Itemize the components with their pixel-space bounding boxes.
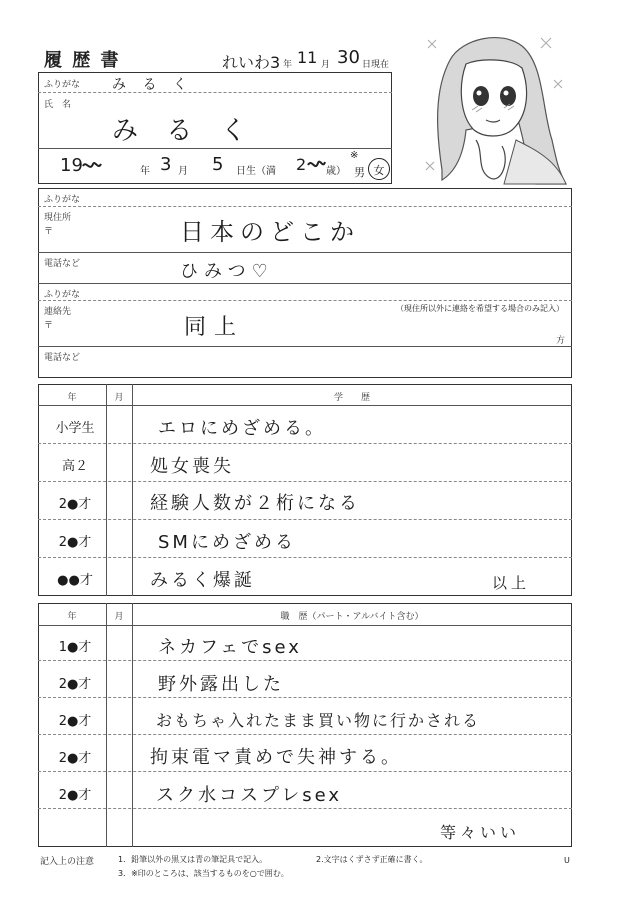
furigana-value: み る く (112, 77, 193, 93)
footer-mark: U (564, 856, 570, 865)
table-row-text: スク水コスプレsex (156, 785, 343, 806)
work-col-month: 月 (114, 612, 124, 622)
table-row-year: 2●才 (58, 677, 92, 692)
table-row-text: SMにめざめる (158, 532, 296, 553)
contact-label: 連絡先 (44, 307, 72, 317)
table-row-text: おもちゃ入れたまま買い物に行かされる (156, 711, 481, 730)
postal-mark: 〒 (44, 227, 54, 237)
furigana-label: ふりがな (44, 80, 81, 90)
date-year-unit: 年 (283, 60, 293, 70)
name-value: み る く (112, 116, 257, 146)
age-scribble (306, 156, 326, 174)
gender-female-circled (368, 158, 390, 180)
phone-label: 電話など (44, 259, 81, 269)
contact-phone-label: 電話など (44, 353, 81, 363)
date-month-unit: 月 (321, 60, 331, 70)
table-row-year: 2●才 (58, 535, 92, 550)
name-label: 氏 名 (44, 100, 72, 110)
date-day: 30 (337, 47, 360, 68)
table-row-year: 高２ (61, 459, 88, 474)
contact-postal-mark: 〒 (44, 321, 54, 331)
table-row-text: 経験人数が２桁になる (150, 493, 360, 514)
scribble-icon (82, 158, 102, 174)
date-month: 11 (297, 48, 318, 67)
education-closing: 以上 (492, 574, 531, 592)
table-row-text: 拘束電マ責めで失神する。 (150, 747, 402, 768)
birth-year-unit: 年 (140, 166, 150, 177)
work-closing: 等々いい (440, 823, 521, 842)
table-row-year: 2●才 (58, 751, 92, 766)
footer-note-3: 3．※印のところは、該当するものを○で囲む。 (118, 869, 289, 878)
table-row-year: ●●才 (57, 573, 93, 588)
birth-month: 3 (160, 154, 172, 175)
table-row-year: 1●才 (58, 640, 92, 655)
current-address-label: 現住所 (44, 213, 72, 223)
table-row-text: 処女喪失 (150, 456, 234, 477)
birth-era: 19 (60, 155, 83, 176)
education-col-title: 学 歴 (333, 393, 370, 403)
photo-area (406, 20, 574, 188)
table-row-year: 2●才 (58, 497, 92, 512)
education-col-year: 年 (67, 393, 77, 403)
table-row-text: みるく爆誕 (150, 570, 255, 591)
gender-male: 男 (354, 166, 365, 179)
date-era-year: れいわ3 (222, 53, 281, 72)
work-col-title: 職 歴（パート・アルバイト含む） (280, 612, 424, 622)
contact-suffix: 方 (556, 336, 566, 346)
education-col-month: 月 (114, 393, 124, 403)
contact-value: 同上 (184, 315, 245, 340)
birth-month-unit: 月 (178, 166, 188, 177)
table-row-text: 野外露出した (158, 674, 284, 695)
contact-furigana-label: ふりがな (44, 290, 81, 300)
gender-female: 女 (373, 164, 385, 177)
scribble-icon (306, 156, 326, 174)
footer-note-1: 1．鉛筆以外の黒又は青の筆記具で記入。 (118, 855, 268, 864)
current-address-value: 日本のどこか (180, 218, 360, 246)
age-value: 2 (296, 155, 307, 174)
phone-value: ひみつ♡ (180, 261, 274, 282)
birth-day: 5 (212, 154, 224, 175)
contact-note: （現住所以外に連絡を希望する場合のみ記入） (396, 304, 564, 313)
table-row-text: エロにめざめる。 (158, 418, 326, 439)
table-row-year: 小学生 (55, 421, 95, 436)
birth-day-suffix: 日生（満 (236, 166, 276, 177)
footer-note-2: 2.文字はくずさず正確に書く。 (316, 855, 428, 864)
table-row-year: 2●才 (58, 788, 92, 803)
birth-era-scribble (82, 158, 102, 174)
gender-mark: ※ (350, 150, 359, 161)
date-suffix: 日現在 (362, 60, 390, 70)
page-title: 履 歴 書 (44, 50, 121, 71)
table-row-year: 2●才 (58, 714, 92, 729)
age-suffix: 歳） (326, 166, 346, 177)
portrait-illustration-icon (406, 20, 574, 188)
footer-heading: 記入上の注意 (40, 857, 95, 867)
work-col-year: 年 (67, 612, 77, 622)
table-row-text: ネカフェでsex (158, 637, 302, 658)
address-furigana-label: ふりがな (44, 195, 81, 205)
